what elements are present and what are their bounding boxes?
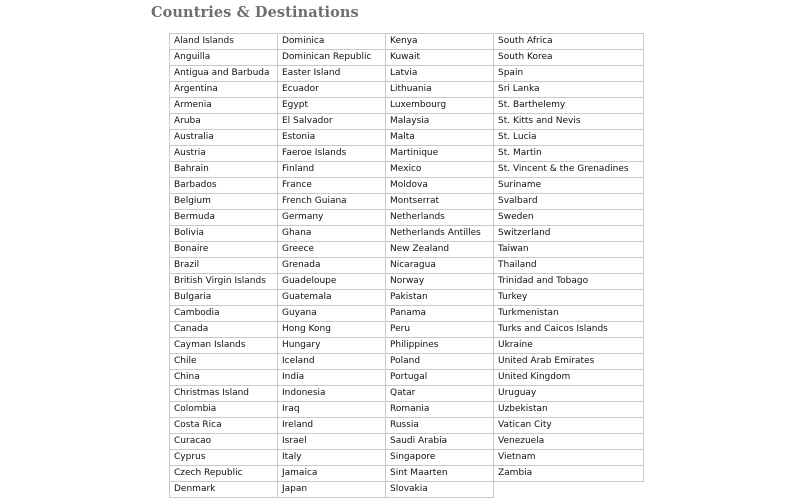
country-cell: Sint Maarten [386, 466, 494, 482]
country-cell: Ecuador [278, 82, 386, 98]
country-cell: Lithuania [386, 82, 494, 98]
table-row [170, 226, 644, 242]
country-cell: Hong Kong [278, 322, 386, 338]
country-cell: Sri Lanka [494, 82, 644, 98]
country-cell: South Africa [494, 34, 644, 50]
country-cell: Vietnam [494, 450, 644, 466]
country-cell: Turkey [494, 290, 644, 306]
country-cell: St. Lucia [494, 130, 644, 146]
country-cell: Venezuela [494, 434, 644, 450]
country-cell: Uruguay [494, 386, 644, 402]
country-cell: Cayman Islands [170, 338, 278, 354]
country-cell: Argentina [170, 82, 278, 98]
table-row [170, 322, 644, 338]
destinations-table [169, 33, 644, 498]
country-cell: Czech Republic [170, 466, 278, 482]
table-row [170, 210, 644, 226]
country-cell: Montserrat [386, 194, 494, 210]
country-cell: Suriname [494, 178, 644, 194]
country-cell: St. Martin [494, 146, 644, 162]
country-cell: United Arab Emirates [494, 354, 644, 370]
country-cell: Iraq [278, 402, 386, 418]
country-cell: St. Kitts and Nevis [494, 114, 644, 130]
table-row [170, 482, 644, 498]
table-row [170, 130, 644, 146]
country-cell: Mexico [386, 162, 494, 178]
table-row [170, 370, 644, 386]
country-cell: South Korea [494, 50, 644, 66]
table-row [170, 386, 644, 402]
country-cell: Iceland [278, 354, 386, 370]
country-cell: Malta [386, 130, 494, 146]
country-cell: Egypt [278, 98, 386, 114]
country-cell: Singapore [386, 450, 494, 466]
country-cell: Philippines [386, 338, 494, 354]
country-cell: Trinidad and Tobago [494, 274, 644, 290]
table-row [170, 114, 644, 130]
country-cell: Uzbekistan [494, 402, 644, 418]
country-cell: Australia [170, 130, 278, 146]
table-row [170, 466, 644, 482]
country-cell: Grenada [278, 258, 386, 274]
country-cell: British Virgin Islands [170, 274, 278, 290]
country-cell: India [278, 370, 386, 386]
country-cell: Christmas Island [170, 386, 278, 402]
table-row [170, 450, 644, 466]
country-cell: Svalbard [494, 194, 644, 210]
table-row [170, 290, 644, 306]
table-row [170, 162, 644, 178]
country-cell: Switzerland [494, 226, 644, 242]
table-row [170, 354, 644, 370]
country-cell: Moldova [386, 178, 494, 194]
country-cell: Finland [278, 162, 386, 178]
table-row [170, 34, 644, 50]
table-row [170, 82, 644, 98]
country-cell: Panama [386, 306, 494, 322]
country-cell: Malaysia [386, 114, 494, 130]
country-cell: Cyprus [170, 450, 278, 466]
country-cell: St. Barthelemy [494, 98, 644, 114]
country-cell: Anguilla [170, 50, 278, 66]
country-cell: El Salvador [278, 114, 386, 130]
country-cell: Aruba [170, 114, 278, 130]
country-cell: Ireland [278, 418, 386, 434]
country-cell: Netherlands [386, 210, 494, 226]
country-cell: Spain [494, 66, 644, 82]
table-row [170, 242, 644, 258]
country-cell: Nicaragua [386, 258, 494, 274]
country-cell: Dominican Republic [278, 50, 386, 66]
country-cell: Antigua and Barbuda [170, 66, 278, 82]
country-cell: Cambodia [170, 306, 278, 322]
country-cell: Japan [278, 482, 386, 498]
table-row [170, 274, 644, 290]
table-row [170, 146, 644, 162]
country-cell: Norway [386, 274, 494, 290]
country-cell: Vatican City [494, 418, 644, 434]
country-cell: Aland Islands [170, 34, 278, 50]
country-cell: Thailand [494, 258, 644, 274]
country-cell: United Kingdom [494, 370, 644, 386]
country-cell: Pakistan [386, 290, 494, 306]
table-row [170, 258, 644, 274]
country-cell: Faeroe Islands [278, 146, 386, 162]
country-cell: Sweden [494, 210, 644, 226]
table-row [170, 418, 644, 434]
country-cell: Italy [278, 450, 386, 466]
country-cell: Bulgaria [170, 290, 278, 306]
country-cell: Brazil [170, 258, 278, 274]
country-cell: Zambia [494, 466, 644, 482]
country-cell: Kenya [386, 34, 494, 50]
page-title: Countries & Destinations [151, 4, 359, 21]
country-cell: Bonaire [170, 242, 278, 258]
country-cell: Qatar [386, 386, 494, 402]
country-cell: Poland [386, 354, 494, 370]
country-cell: Ukraine [494, 338, 644, 354]
country-cell: Greece [278, 242, 386, 258]
country-cell: Slovakia [386, 482, 494, 498]
country-cell: Saudi Arabia [386, 434, 494, 450]
country-cell: Hungary [278, 338, 386, 354]
country-cell: Taiwan [494, 242, 644, 258]
table-row [170, 50, 644, 66]
table-row [170, 178, 644, 194]
country-cell: Belgium [170, 194, 278, 210]
country-cell: Chile [170, 354, 278, 370]
country-cell: Guyana [278, 306, 386, 322]
country-cell: China [170, 370, 278, 386]
country-cell: France [278, 178, 386, 194]
country-cell: Guatemala [278, 290, 386, 306]
country-cell: Austria [170, 146, 278, 162]
country-cell: Ghana [278, 226, 386, 242]
country-cell: Indonesia [278, 386, 386, 402]
country-cell: Curacao [170, 434, 278, 450]
country-cell: French Guiana [278, 194, 386, 210]
country-cell: Turks and Caicos Islands [494, 322, 644, 338]
table-row [170, 402, 644, 418]
table-row [170, 194, 644, 210]
country-cell: Bahrain [170, 162, 278, 178]
country-cell: Dominica [278, 34, 386, 50]
country-cell: Kuwait [386, 50, 494, 66]
country-cell: Portugal [386, 370, 494, 386]
destinations-table-body [170, 34, 644, 498]
country-cell: Peru [386, 322, 494, 338]
table-row [170, 434, 644, 450]
country-cell: Luxembourg [386, 98, 494, 114]
country-cell: Canada [170, 322, 278, 338]
country-cell: Martinique [386, 146, 494, 162]
country-cell: Barbados [170, 178, 278, 194]
country-cell: Bolivia [170, 226, 278, 242]
country-cell: Russia [386, 418, 494, 434]
country-cell: Estonia [278, 130, 386, 146]
country-cell: Colombia [170, 402, 278, 418]
country-cell: Jamaica [278, 466, 386, 482]
country-cell: Costa Rica [170, 418, 278, 434]
country-cell: St. Vincent & the Grenadines [494, 162, 644, 178]
country-cell: Israel [278, 434, 386, 450]
country-cell: Netherlands Antilles [386, 226, 494, 242]
table-row [170, 306, 644, 322]
country-cell: Easter Island [278, 66, 386, 82]
country-cell: Denmark [170, 482, 278, 498]
country-cell: Guadeloupe [278, 274, 386, 290]
country-cell: New Zealand [386, 242, 494, 258]
table-row [170, 66, 644, 82]
table-row [170, 338, 644, 354]
country-cell: Armenia [170, 98, 278, 114]
empty-cell [494, 482, 644, 498]
country-cell: Bermuda [170, 210, 278, 226]
country-cell: Latvia [386, 66, 494, 82]
country-cell: Romania [386, 402, 494, 418]
country-cell: Turkmenistan [494, 306, 644, 322]
table-row [170, 98, 644, 114]
country-cell: Germany [278, 210, 386, 226]
